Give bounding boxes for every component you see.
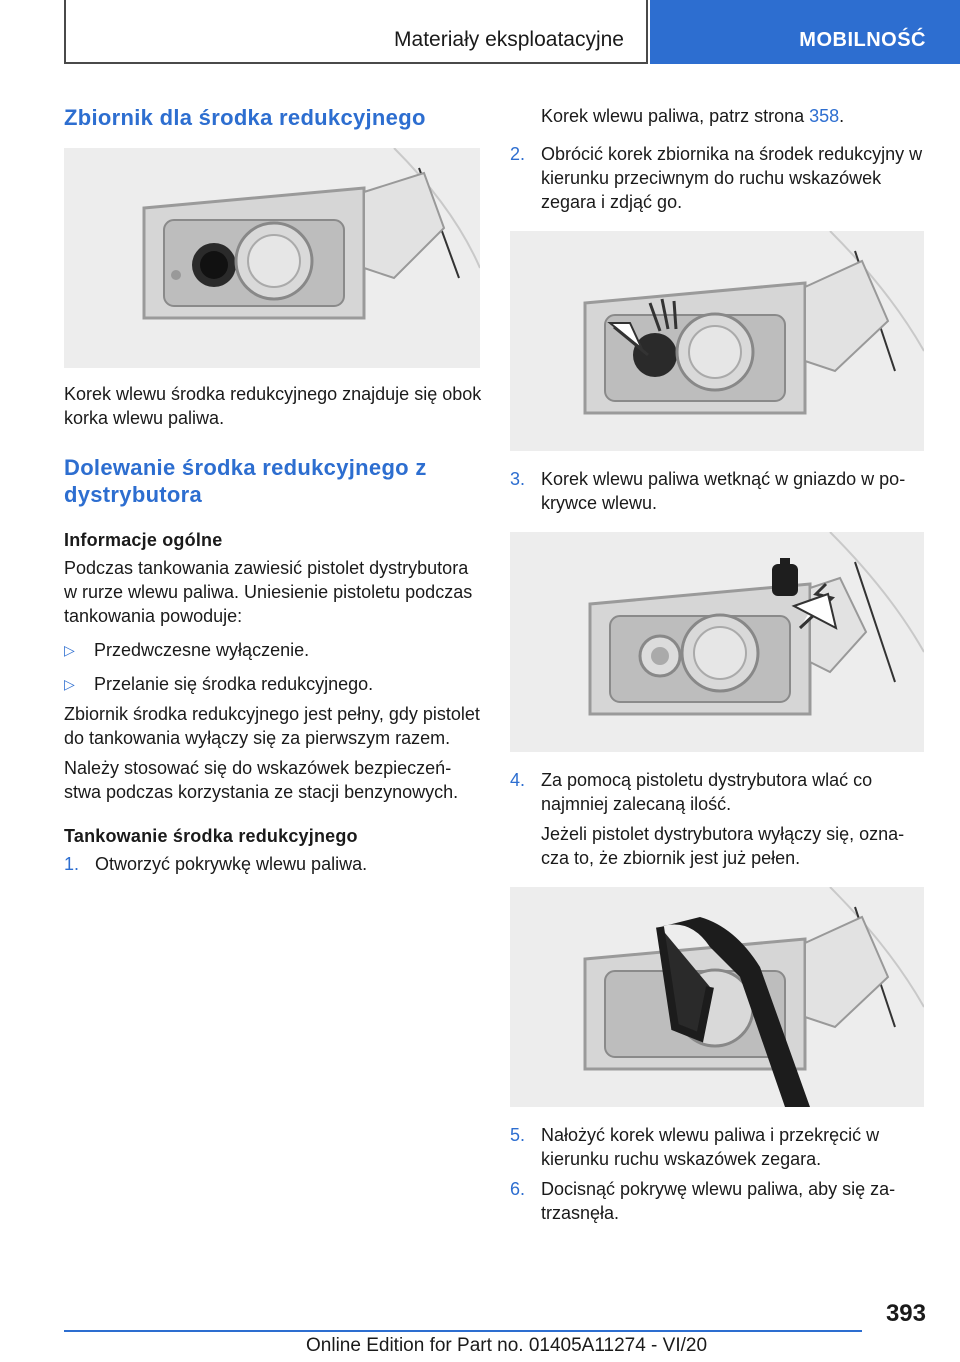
step-number: 3. bbox=[510, 469, 526, 489]
header-section-box bbox=[64, 0, 648, 64]
heading-refilling: Dolewanie środka redukcyjnego z dystrybutora bbox=[64, 455, 427, 507]
figure-reductant-cap bbox=[64, 148, 480, 368]
footer-divider bbox=[64, 1330, 862, 1332]
bullet-item: ▷ Przedwczesne wyłączenie. bbox=[64, 640, 310, 660]
step-number: 4. bbox=[510, 770, 526, 790]
page-reference-link[interactable]: 358 bbox=[809, 106, 840, 126]
step-item: 1. Otworzyć pokrywkę wlewu paliwa. bbox=[64, 854, 368, 874]
figure-turn-cap bbox=[510, 231, 924, 451]
section-title: Materiały eksploatacyjne bbox=[394, 28, 624, 51]
left-column bbox=[64, 96, 482, 876]
paragraph-tank-full: Zbiornik środka redukcyjnego jest pełny, gdy pistolet do tankowania wyłączy się za pierwszym razem. bbox=[64, 704, 480, 748]
paragraph-general-info: Podczas tankowania zawiesić pistolet dystrybutora w rurze wlewu paliwa. Uniesienie pistoletu podczas tankowania powoduje: bbox=[64, 558, 473, 626]
triangle-bullet-icon: ▷ bbox=[64, 642, 75, 658]
figure-fill-nozzle bbox=[510, 887, 924, 1107]
step-item: 4. Za pomocą pistoletu dystrybutora wlać co najmniej zalecaną ilość. bbox=[510, 770, 873, 814]
subheading-refueling: Tankowanie środka redukcyjnego bbox=[64, 826, 358, 846]
triangle-bullet-icon: ▷ bbox=[64, 676, 75, 692]
page-number: 393 bbox=[885, 1300, 926, 1327]
step-number: 6. bbox=[510, 1179, 526, 1199]
paragraph-continued: Korek wlewu paliwa, patrz strona 358. bbox=[541, 106, 845, 126]
subheading-general-info: Informacje ogólne bbox=[64, 530, 223, 550]
paragraph-step4-note: Jeżeli pistolet dystrybutora wyłączy się, oznacza to, że zbiornik jest już pełen. bbox=[541, 824, 905, 868]
bullet-item: ▷ Przelanie się środka redukcyjnego. bbox=[64, 674, 374, 694]
step-item: 2. Obrócić korek zbiornika na środek redukcyjny w kierunku przeciwnym do ruchu wskazówek zegara i zdjąć go. bbox=[510, 144, 923, 212]
step-number: 2. bbox=[510, 144, 526, 164]
edition-text: Online Edition for Part no. 01405A11274 - VI/20 bbox=[306, 1335, 708, 1356]
step-item: 3. Korek wlewu paliwa wetknąć w gniazdo w pokrywce wlewu. bbox=[510, 469, 906, 513]
right-column bbox=[510, 96, 924, 1225]
step-number: 1. bbox=[64, 854, 80, 874]
figure-stow-cap bbox=[510, 532, 924, 752]
paragraph-cap-location: Korek wlewu środka redukcyjnego znajduje się obok korka wlewu paliwa. bbox=[64, 384, 482, 428]
paragraph-safety: Należy stosować się do wskazówek bezpieczeństwa podczas korzystania ze stacji benzynowych. bbox=[64, 758, 459, 802]
chapter-tab[interactable]: MOBILNOŚĆ bbox=[650, 0, 960, 64]
step-item: 6. Docisnąć pokrywę wlewu paliwa, aby się zatrzasnęła. bbox=[510, 1179, 896, 1223]
step-number: 5. bbox=[510, 1125, 526, 1145]
heading-reductant-tank: Zbiornik dla środka redukcyjnego bbox=[64, 105, 426, 130]
step-item: 5. Nałożyć korek wlewu paliwa i przekręcić w kierunku ruchu wskazówek zegara. bbox=[510, 1125, 880, 1169]
